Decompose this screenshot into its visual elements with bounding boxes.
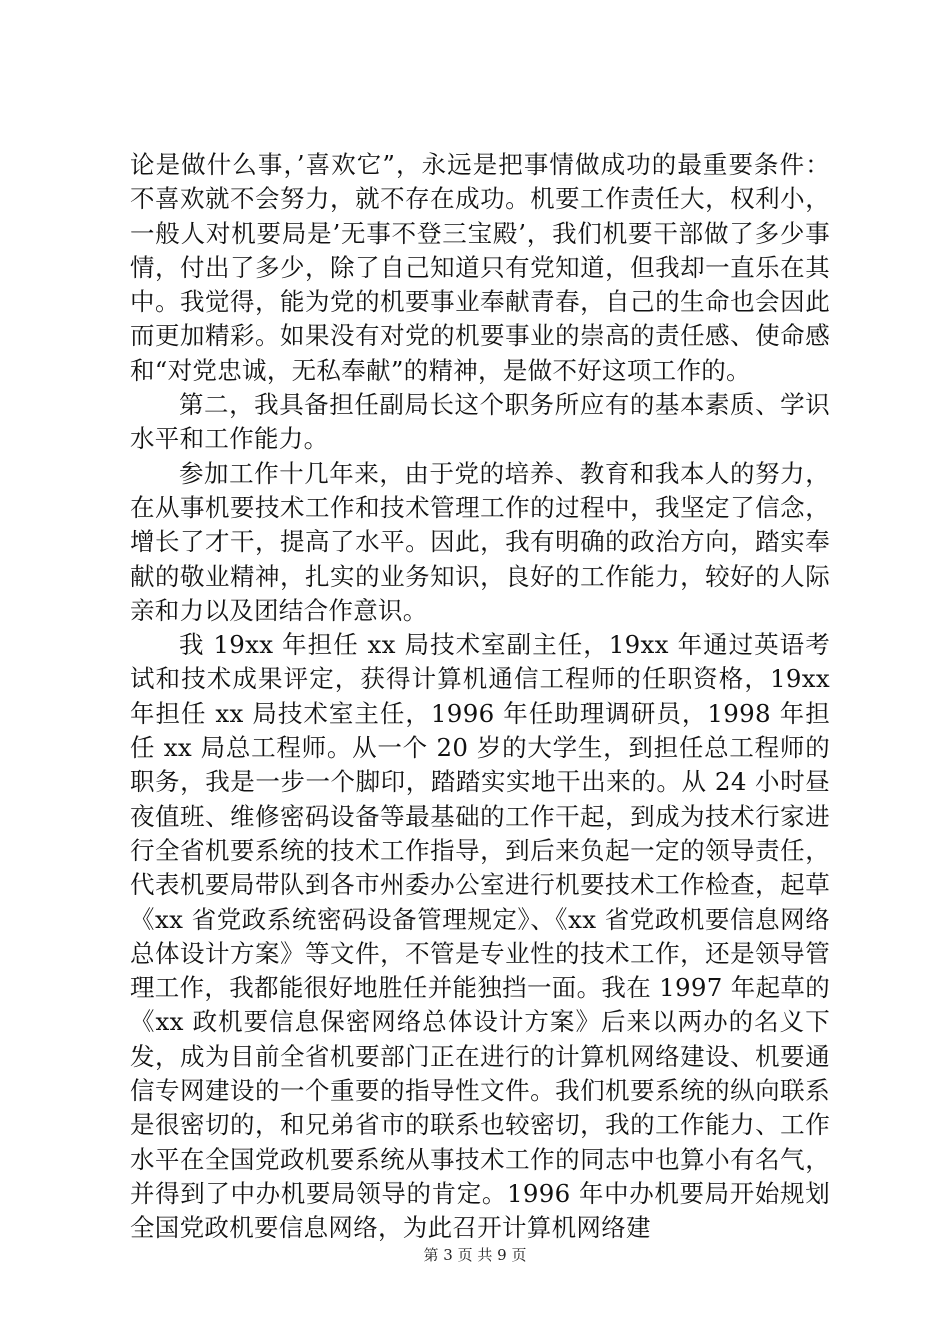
paragraph-second-point: 第二，我具备担任副局长这个职务所应有的基本素质、学识水平和工作能力。	[130, 390, 830, 454]
page-number-label: 第 3 页 共 9 页	[423, 1246, 527, 1264]
paragraph-career-history: 我 19xx 年担任 xx 局技术室副主任，19xx 年通过英语考试和技术成果评定，获得计算机通信工程师的任职资格，19xx 年担任 xx 局技术室主任，1996 年任助理调研员，1998 年担任 xx 局总工程师。从一个 20 岁的大学生，到担任总工程师的职务，我是一步一个脚印，踏踏实实地干出来的。从 24 小时昼夜值班、维修密码设备等最基础的工作干起，到成为技术行家进行全省机要系统的技术工作指导，到后来负起一定的领导责任，代表机要局带队到各市州委办公室进行机要技术工作检查，起草《xx 省党政系统密码设备管理规定》、《xx 省党政机要信息网络总体设计方案》等文件，不管是专业性的技术工作，还是领导管理工作，我都能很好地胜任并能独挡一面。我在 1997 年起草的《xx 政机要信息保密网络总体设计方案》后来以两办的名义下发，成为目前全省机要部门正在进行的计算机网络建设、机要通信专网建设的一个重要的指导性文件。我们机要系统的纵向联系是很密切的，和兄弟省市的联系也较密切，我的工作能力、工作水平在全国党政机要系统从事技术工作的同志中也算小有名气，并得到了中办机要局领导的肯定。1996 年中办机要局开始规划全国党政机要信息网络，为此召开计算机网络建	[130, 630, 830, 1243]
paragraph-continuation: 论是做什么事，’喜欢它”，永远是把事情做成功的最重要条件：不喜欢就不会努力，就不存在成功。机要工作责任大，权利小，一般人对机要局是’无事不登三宝殿’，我们机要干部做了多少事情，付出了多少，除了自己知道只有党知道，但我却一直乐在其中。我觉得，能为党的机要事业奉献青春，自己的生命也会因此而更加精彩。如果没有对党的机要事业的崇高的责任感、使命感和“对党忠诚，无私奉献”的精神，是做不好这项工作的。	[130, 150, 830, 385]
paragraph-work-experience: 参加工作十几年来，由于党的培养、教育和我本人的努力，在从事机要技术工作和技术管理工作的过程中，我坚定了信念，增长了才干，提高了水平。因此，我有明确的政治方向，踏实奉献的敬业精神，扎实的业务知识，良好的工作能力，较好的人际亲和力以及团结合作意识。	[130, 458, 830, 625]
page-footer	[0, 1245, 950, 1265]
document-body	[130, 148, 830, 1246]
